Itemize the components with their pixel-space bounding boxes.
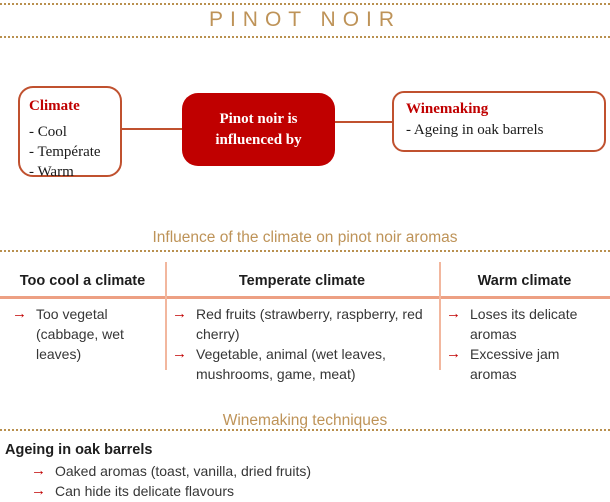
winemaking-node [392, 91, 606, 152]
winemaking-subheading: Ageing in oak barrels [5, 442, 153, 458]
climate-node-title: Climate [29, 98, 80, 114]
arrow-bullet-icon: → [12, 305, 27, 322]
warm-column-content [446, 304, 604, 384]
arrow-bullet-icon: → [172, 345, 187, 362]
winemaking-list [31, 461, 601, 501]
column-header-too-cool: Too cool a climate [19, 273, 146, 289]
climate-node-item: - Cool [29, 124, 67, 140]
list-item [446, 344, 604, 384]
header-top-dotted-rule [0, 3, 610, 5]
list-item-text: Loses its delicate aromas [470, 306, 578, 342]
list-item-text: Too vegetal (cabbage, wet leaves) [36, 306, 124, 362]
arrow-bullet-icon: → [446, 305, 461, 322]
central-node-label: Pinot noir is influenced by [215, 110, 302, 148]
column-header-warm: Warm climate [477, 273, 572, 289]
list-item-text: Can hide its delicate flavours [55, 483, 234, 499]
temperate-column-content [172, 304, 428, 384]
arrow-bullet-icon: → [31, 482, 46, 499]
connector-line-right [335, 121, 392, 123]
list-item-text: Red fruits (strawberry, raspberry, red cherry) [196, 306, 423, 342]
central-node [182, 93, 335, 166]
arrow-bullet-icon: → [31, 462, 46, 479]
page-title: PINOT NOIR [208, 8, 402, 31]
list-item [12, 304, 142, 364]
climate-node [18, 86, 122, 180]
arrow-bullet-icon: → [446, 345, 461, 362]
header-bottom-dotted-rule [0, 36, 610, 38]
list-item [31, 481, 601, 501]
list-item [172, 304, 428, 344]
winemaking-section-heading: Winemaking techniques [222, 412, 388, 429]
winemaking-node-item: - Ageing in oak barrels [406, 122, 544, 138]
list-item-text: Vegetable, animal (wet leaves, mushrooms, game, meat) [196, 346, 386, 382]
table-header-underline [0, 296, 610, 299]
arrow-bullet-icon: → [172, 305, 187, 322]
connector-line-left [121, 128, 182, 130]
winemaking-section-dotted-rule [0, 429, 610, 431]
list-item-text: Oaked aromas (toast, vanilla, dried fruits) [55, 463, 311, 479]
list-item [31, 461, 601, 481]
column-header-temperate: Temperate climate [238, 273, 366, 289]
list-item [172, 344, 428, 384]
climate-node-item: - Températe [29, 144, 101, 160]
list-item [446, 304, 604, 344]
climate-node-item: - Warm [29, 164, 74, 180]
winemaking-node-title: Winemaking [406, 101, 489, 117]
climate-section-heading: Influence of the climate on pinot noir aromas [152, 229, 458, 246]
column-divider [165, 262, 167, 370]
column-divider [439, 262, 441, 370]
climate-section-dotted-rule [0, 250, 610, 252]
list-item-text: Excessive jam aromas [470, 346, 560, 382]
too-cool-column-content [12, 304, 142, 364]
